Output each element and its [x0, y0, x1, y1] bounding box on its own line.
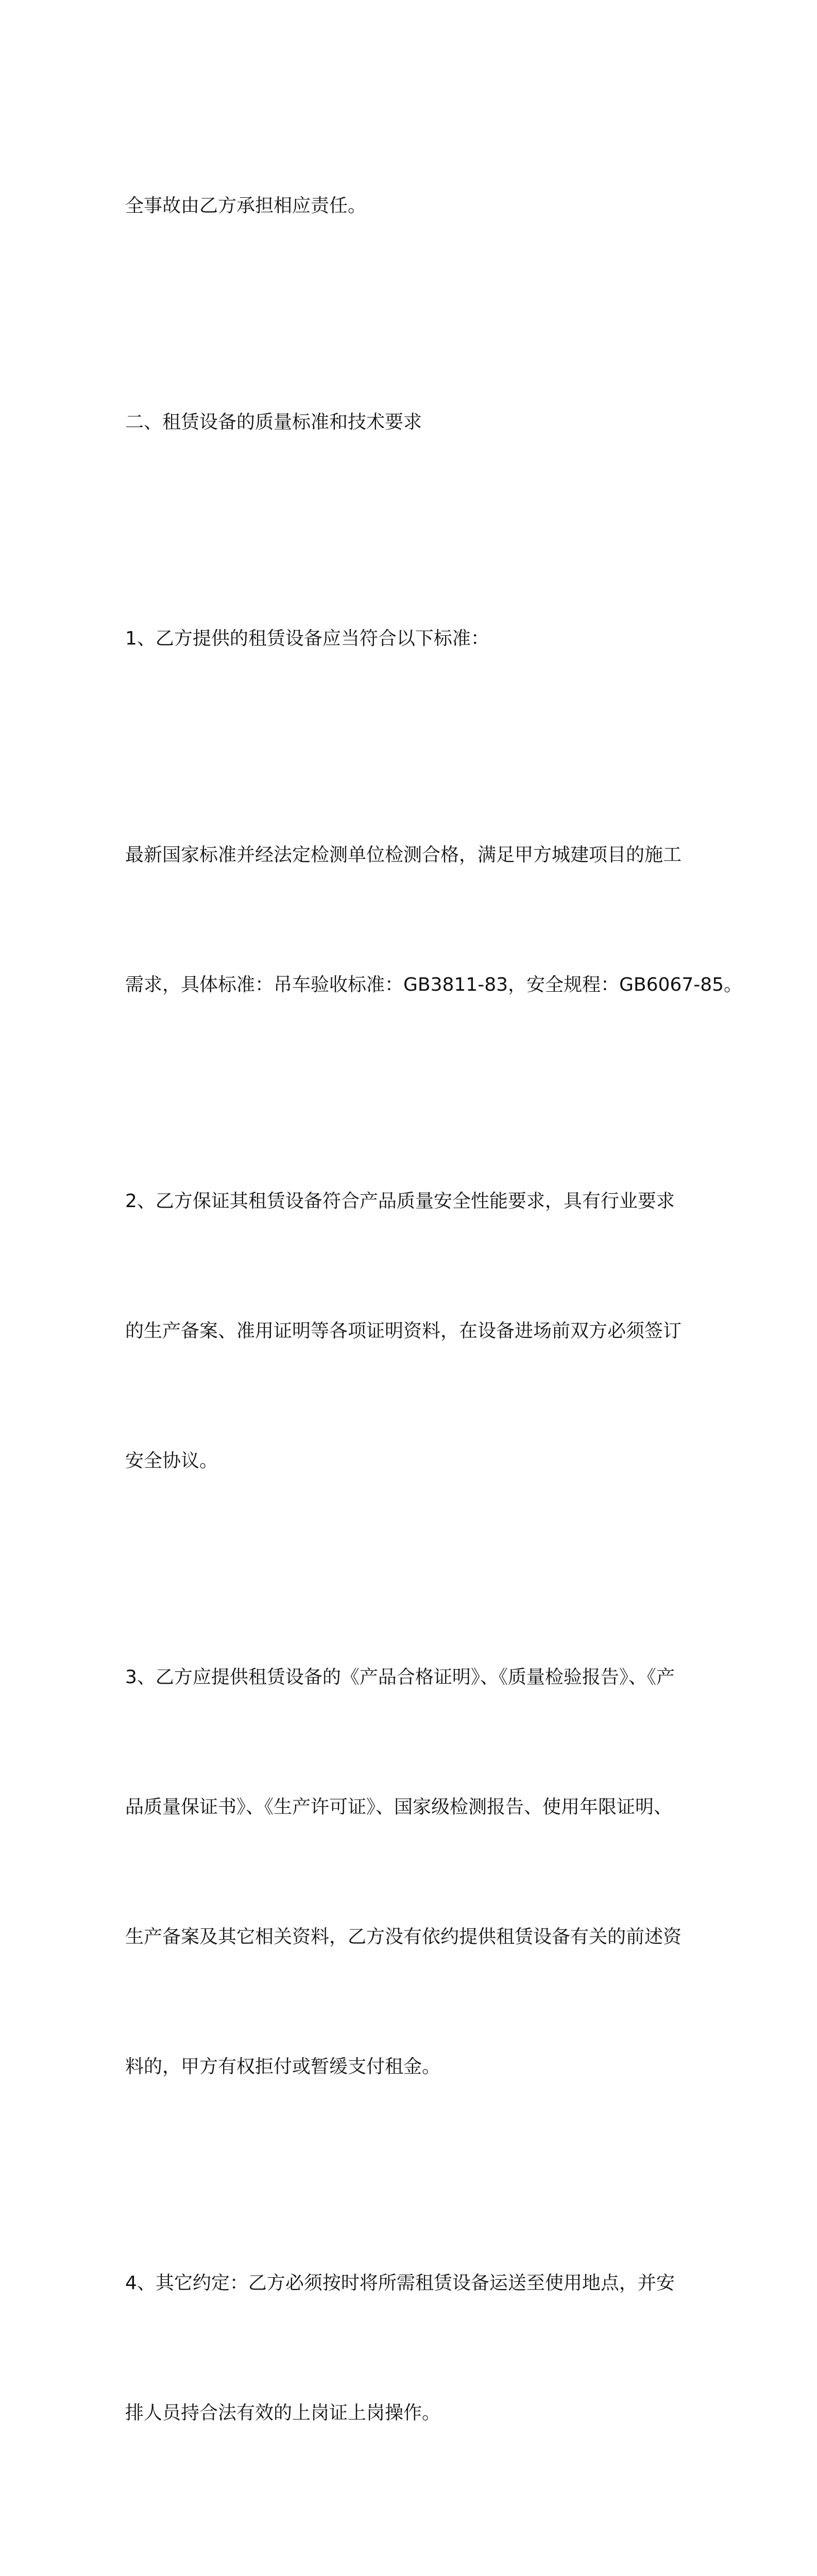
document-body	[125, 98, 743, 2576]
text-line: 需求，具体标准：吊车验收标准：GB3811-83，安全规程：GB6067-85。	[125, 974, 743, 995]
text-line: 全事故由乙方承担相应责任。	[125, 195, 367, 216]
text-line: 排人员持合法有效的上岗证上岗操作。	[125, 2402, 441, 2424]
text-line: 3、乙方应提供租赁设备的《产品合格证明》、《质量检验报告》、《产	[125, 1667, 675, 1688]
text-line: 品质量保证书》、《生产许可证》、国家级检测报告、使用年限证明、	[125, 1797, 673, 1818]
clause-2-3	[125, 1569, 702, 2175]
text-line: 4、其它约定：乙方必须按时将所需租赁设备运送至使用地点，并安	[125, 2273, 675, 2294]
clause-2-2	[125, 1093, 702, 1569]
text-line: 1、乙方提供的租赁设备应当符合以下标准：	[125, 628, 489, 649]
text-line: 的生产备案、准用证明等各项证明资料，在设备进场前双方必须签订	[125, 1320, 682, 1342]
text-line: 最新国家标准并经法定检测单位检测合格，满足甲方城建项目的施工	[125, 844, 682, 866]
text-line: 二、租赁设备的质量标准和技术要求	[125, 412, 422, 433]
text-line: 生产备案及其它相关资料，乙方没有依约提供租赁设备有关的前述资	[125, 1926, 682, 1947]
paragraph-accident-liability	[125, 98, 702, 314]
section-heading-quality-standards	[125, 314, 702, 531]
clause-2-1	[125, 531, 702, 747]
text-line: 安全协议。	[125, 1450, 218, 1471]
paragraph-standards-detail	[125, 747, 743, 1093]
clause-2-4	[125, 2175, 702, 2521]
text-line: 2、乙方保证其租赁设备符合产品质量安全性能要求，具有行业要求	[125, 1191, 675, 1212]
text-line: 料的，甲方有权拒付或暂缓支付租金。	[125, 2056, 441, 2077]
section-heading-equipment-receipt	[125, 2521, 702, 2576]
